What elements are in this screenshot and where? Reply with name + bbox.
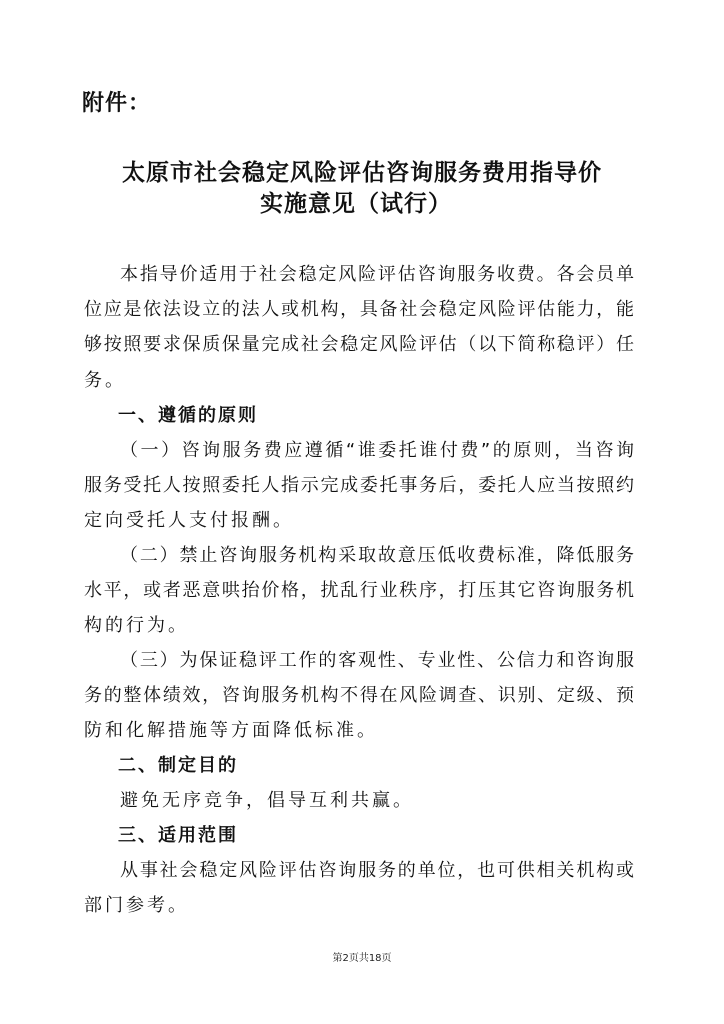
section-heading-purpose: 二、制定目的 bbox=[118, 755, 238, 776]
principle-3-line-3: 防和化解措施等方面降低标准。 bbox=[84, 720, 378, 741]
intro-line-2: 位应是依法设立的法人或机构，具备社会稳定风险评估能力，能 bbox=[84, 299, 634, 320]
document-title-line-2: 实施意见（试行） bbox=[260, 191, 452, 217]
principle-1-line-2: 服务受托人按照委托人指示完成委托事务后，委托人应当按照约 bbox=[84, 475, 634, 496]
attachment-label: 附件： bbox=[82, 91, 152, 116]
principle-3-line-1: （三）为保证稳评工作的客观性、专业性、公信力和咨询服 bbox=[120, 650, 634, 671]
scope-line-2: 部门参考。 bbox=[84, 895, 189, 916]
principle-1-line-3: 定向受托人支付报酬。 bbox=[84, 510, 294, 531]
section-heading-principles: 一、遵循的原则 bbox=[118, 405, 258, 426]
intro-line-1: 本指导价适用于社会稳定风险评估咨询服务收费。各会员单 bbox=[120, 264, 634, 285]
principle-1-line-1: （一）咨询服务费应遵循“谁委托谁付费”的原则，当咨询 bbox=[120, 440, 634, 461]
document-title-line-1: 太原市社会稳定风险评估咨询服务费用指导价 bbox=[122, 160, 602, 186]
principle-2-line-1: （二）禁止咨询服务机构采取故意压低收费标准，降低服务 bbox=[120, 545, 634, 566]
page-number-footer: 第2页共18页 bbox=[332, 953, 392, 964]
purpose-line-1: 避免无序竞争，倡导互利共赢。 bbox=[120, 790, 414, 811]
principle-2-line-3: 构的行为。 bbox=[84, 615, 189, 636]
principle-3-line-2: 务的整体绩效，咨询服务机构不得在风险调查、识别、定级、预 bbox=[84, 685, 634, 706]
scope-line-1: 从事社会稳定风险评估咨询服务的单位，也可供相关机构或 bbox=[120, 860, 634, 881]
section-heading-scope: 三、适用范围 bbox=[118, 825, 238, 846]
intro-line-4: 务。 bbox=[84, 370, 126, 391]
principle-2-line-2: 水平，或者恶意哄抬价格，扰乱行业秩序，打压其它咨询服务机 bbox=[84, 580, 634, 601]
intro-line-3: 够按照要求保质保量完成社会稳定风险评估（以下简称稳评）任 bbox=[84, 334, 634, 355]
